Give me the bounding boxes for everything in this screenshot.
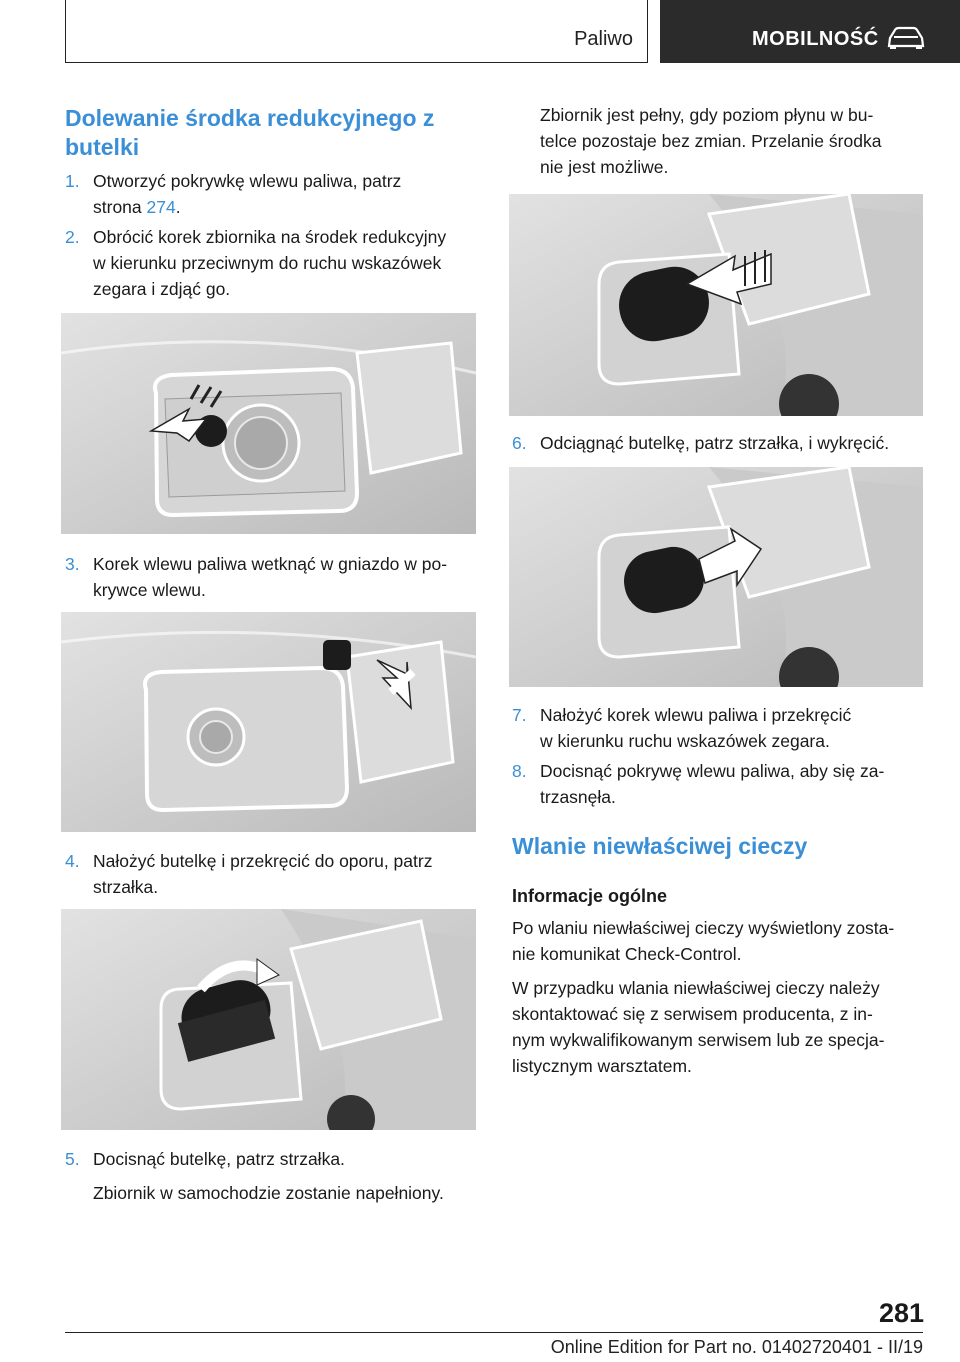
- step-text: Korek wlewu paliwa wetknąć w gniazdo w po- krywce wlewu.: [93, 554, 448, 600]
- step-text: Obrócić korek zbiornika na środek redukcyjny w kierunku przeciwnym do ruchu wskazówek zegara i zdjąć go.: [93, 227, 447, 299]
- page-link[interactable]: 274: [146, 197, 176, 217]
- chapter-title: MOBILNOŚĆ: [752, 28, 879, 50]
- step-number: 2.: [65, 227, 80, 247]
- step-text: Docisnąć butelkę, patrz strzałka.: [93, 1149, 345, 1169]
- section-heading: Dolewanie środka redukcyjnego z butelki: [65, 105, 435, 160]
- step-text: Otworzyć pokrywkę wlewu paliwa, patrz strona 274.: [93, 171, 402, 217]
- step-5-note: Zbiornik w samochodzie zostanie napełniony.: [93, 1183, 444, 1203]
- figure-remove-bottle: [509, 467, 923, 687]
- paragraph-service: W przypadku wlania niewłaściwej cieczy należy skontaktować się z serwisem producenta, z in- nym wykwalifikowanym serwisem lub ze specja- listycznym warsztatem.: [512, 978, 885, 1076]
- step-number: 7.: [512, 705, 527, 725]
- figure-full-bottle: [509, 194, 923, 416]
- subheading-general-info: Informacje ogólne: [512, 886, 668, 906]
- step-number: 1.: [65, 171, 80, 191]
- intro-paragraph: Zbiornik jest pełny, gdy poziom płynu w bu- telce pozostaje bez zmian. Przelanie środka nie jest możliwe.: [540, 105, 882, 177]
- step-text: Docisnąć pokrywę wlewu paliwa, aby się za- trzasnęła.: [540, 761, 885, 807]
- step-number: 6.: [512, 433, 527, 453]
- step-number: 3.: [65, 554, 80, 574]
- step-text: Odciągnąć butelkę, patrz strzałka, i wykręcić.: [540, 433, 890, 453]
- figure-screw-bottle: [61, 909, 476, 1130]
- header-section-box: [65, 0, 648, 63]
- section-heading-wrong-fluid: Wlanie niewłaściwej cieczy: [512, 833, 808, 859]
- edition-info: Online Edition for Part no. 01402720401 - II/19: [550, 1337, 923, 1357]
- section-title: Paliwo: [574, 28, 633, 50]
- car-icon: [886, 26, 926, 50]
- step-text: Nałożyć butelkę i przekręcić do oporu, patrz strzałka.: [93, 851, 433, 897]
- chapter-tab: [660, 0, 960, 63]
- figure-remove-cap: [61, 313, 476, 534]
- footer-divider: [65, 1332, 923, 1333]
- step-number: 5.: [65, 1149, 80, 1169]
- paragraph-check-control: Po wlaniu niewłaściwej cieczy wyświetlony zosta- nie komunikat Check-Control.: [512, 918, 895, 964]
- page-number: 281: [878, 1298, 924, 1328]
- step-number: 8.: [512, 761, 527, 781]
- figure-insert-cap: [61, 612, 476, 832]
- step-text: Nałożyć korek wlewu paliwa i przekręcić w kierunku ruchu wskazówek zegara.: [540, 705, 852, 751]
- step-number: 4.: [65, 851, 80, 871]
